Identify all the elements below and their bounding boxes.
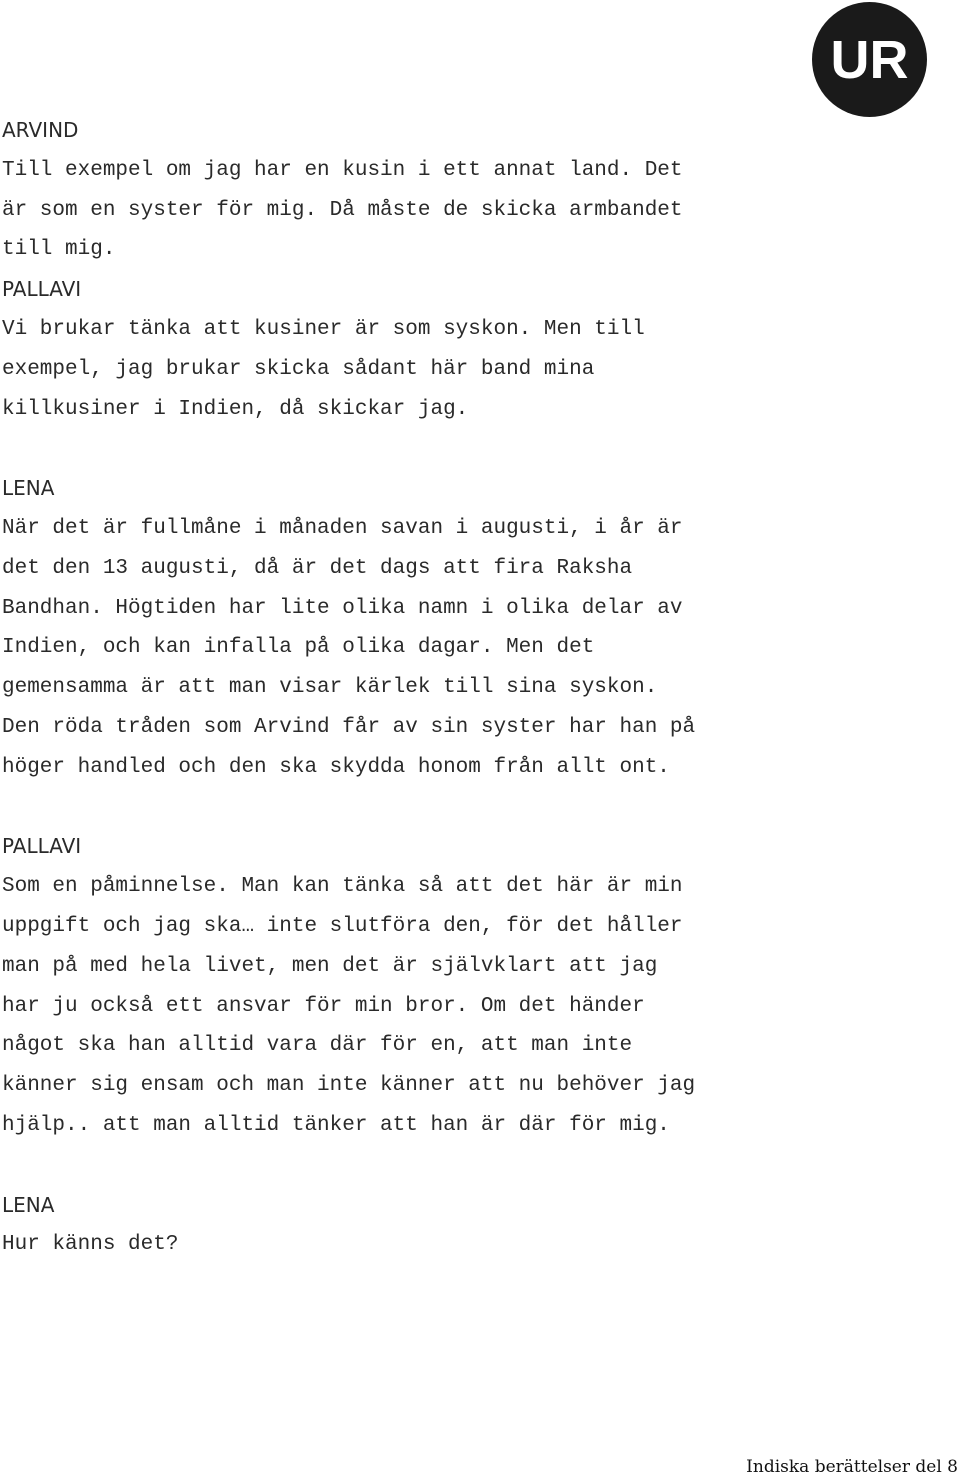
dialogue-line: något ska han alltid vara där för en, att man inte bbox=[2, 1034, 633, 1058]
dialogue-line: man på med hela livet, men det är självklart att jag bbox=[2, 954, 658, 978]
page-footer: Indiska berättelser del 8 bbox=[746, 1457, 958, 1477]
dialogue-line: Den röda tråden som Arvind får av sin syster har han på bbox=[2, 715, 696, 739]
transcript-block bbox=[2, 111, 802, 429]
transcript bbox=[2, 111, 802, 1265]
speaker-name: LENA bbox=[2, 1192, 55, 1217]
transcript-block bbox=[2, 469, 802, 787]
transcript-block bbox=[2, 1186, 802, 1266]
dialogue-line: När det är fullmåne i månaden savan i augusti, i år är bbox=[2, 516, 683, 540]
dialogue-line: till mig. bbox=[2, 238, 116, 262]
dialogue-line: gemensamma är att man visar kärlek till sina syskon. bbox=[2, 676, 658, 700]
dialogue-line: hjälp.. att man alltid tänker att han är där för mig. bbox=[2, 1113, 670, 1137]
dialogue-line: det den 13 augusti, då är det dags att fira Raksha bbox=[2, 556, 633, 580]
dialogue-line: Indien, och kan infalla på olika dagar. Men det bbox=[2, 636, 595, 660]
dialogue-line: höger handled och den ska skydda honom från allt ont. bbox=[2, 755, 670, 779]
dialogue-line: har ju också ett ansvar för min bror. Om det händer bbox=[2, 994, 645, 1018]
dialogue-line: Bandhan. Högtiden har lite olika namn i olika delar av bbox=[2, 596, 683, 620]
dialogue-line: exempel, jag brukar skicka sådant här band mina bbox=[2, 357, 595, 381]
dialogue-line: killkusiner i Indien, då skickar jag. bbox=[2, 397, 469, 421]
dialogue-line: uppgift och jag ska… inte slutföra den, för det håller bbox=[2, 914, 683, 938]
dialogue-line: Som en påminnelse. Man kan tänka så att det här är min bbox=[2, 875, 683, 899]
dialogue-line: känner sig ensam och man inte känner att nu behöver jag bbox=[2, 1074, 696, 1098]
dialogue-line: Till exempel om jag har en kusin i ett annat land. Det bbox=[2, 158, 683, 182]
dialogue-line: är som en syster för mig. Då måste de skicka armbandet bbox=[2, 198, 683, 222]
speaker-name: PALLAVI bbox=[2, 834, 82, 859]
ur-logo-text: UR bbox=[830, 30, 909, 90]
speaker-name: PALLAVI bbox=[2, 277, 82, 302]
speaker-name: ARVIND bbox=[2, 118, 79, 142]
transcript-block bbox=[2, 827, 802, 1145]
dialogue-line: Hur känns det? bbox=[2, 1233, 179, 1257]
speaker-name: LENA bbox=[2, 476, 55, 501]
ur-logo bbox=[812, 2, 927, 117]
dialogue-line: Vi brukar tänka att kusiner är som syskon. Men till bbox=[2, 317, 645, 341]
